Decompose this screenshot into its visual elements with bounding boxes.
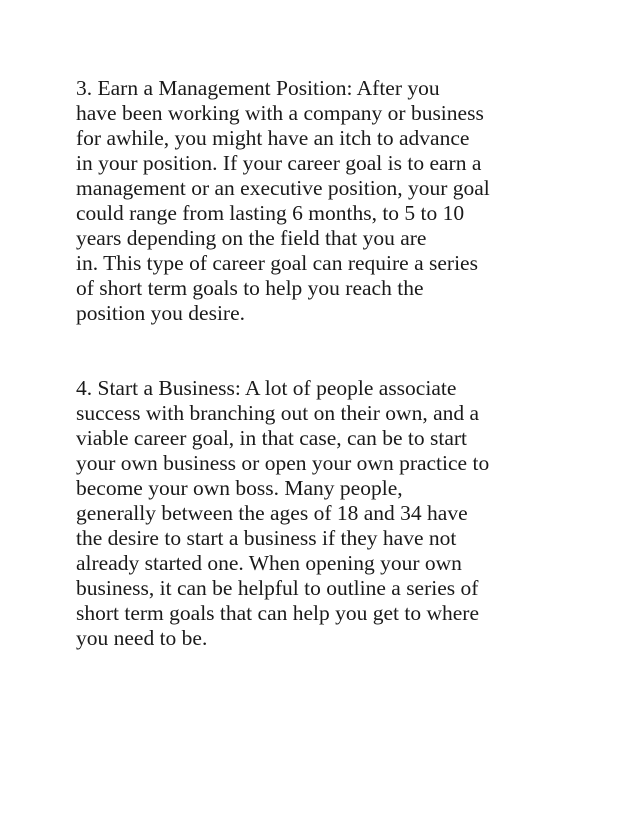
text-line: you need to be. [76,626,208,650]
text-line: 3. Earn a Management Position: After you [76,76,440,100]
text-line: for awhile, you might have an itch to advance [76,126,470,150]
text-line: business, it can be helpful to outline a series of [76,576,479,600]
text-line: 4. Start a Business: A lot of people associate [76,376,457,400]
text-line: success with branching out on their own, and a [76,401,480,425]
text-line: could range from lasting 6 months, to 5 to 10 [76,201,465,225]
text-line: viable career goal, in that case, can be to start [76,426,467,450]
text-line: the desire to start a business if they have not [76,526,457,550]
text-line: generally between the ages of 18 and 34 have [76,501,468,525]
text-line: in. This type of career goal can require a series [76,251,478,275]
text-line: become your own boss. Many people, [76,476,403,500]
text-line: your own business or open your own practice to [76,451,490,475]
text-line: in your position. If your career goal is to earn a [76,151,482,175]
text-line: management or an executive position, your goal [76,176,490,200]
text-line: position you desire. [76,301,245,325]
text-line: already started one. When opening your own [76,551,462,575]
text-line: of short term goals to help you reach the [76,276,424,300]
paragraph-earn-management-position [76,76,490,326]
text-line: short term goals that can help you get to where [76,601,480,625]
text-line: have been working with a company or business [76,101,484,125]
text-line: years depending on the field that you are [76,226,427,250]
paragraph-start-a-business [76,376,489,651]
